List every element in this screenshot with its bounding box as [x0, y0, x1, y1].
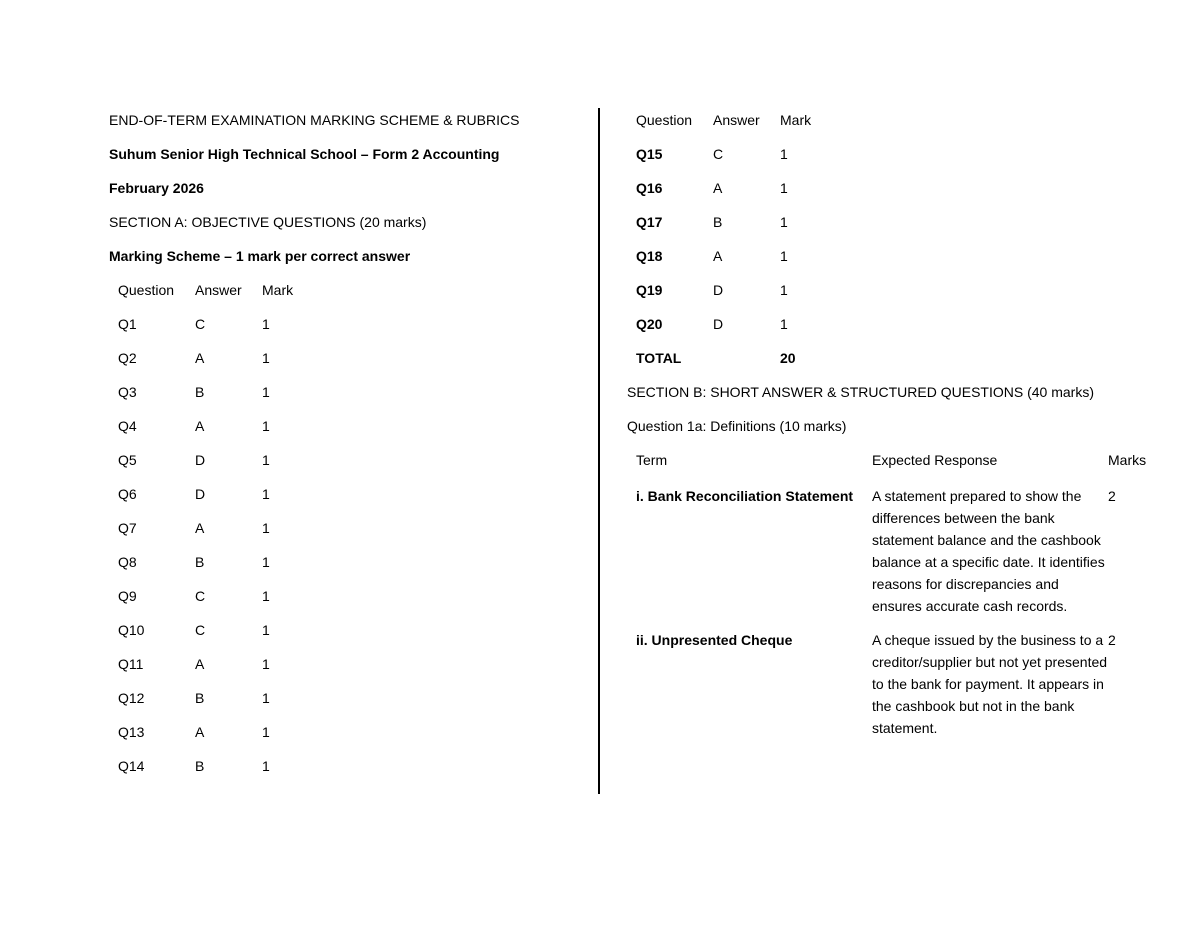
question-number: Q10 — [118, 622, 145, 638]
mark-value: 1 — [262, 622, 270, 638]
table-row — [109, 315, 579, 349]
answer-letter: C — [195, 622, 206, 638]
definition-term: ii. Unpresented Cheque — [636, 632, 793, 648]
mark-value: 1 — [780, 180, 788, 196]
question-number: Q7 — [118, 520, 137, 536]
mark-value: 1 — [262, 588, 270, 604]
column-header-mark: Mark — [780, 112, 812, 128]
table-row — [109, 587, 579, 621]
answer-table-header-continued — [627, 111, 1187, 145]
answer-letter: A — [195, 656, 205, 672]
total-value: 20 — [780, 350, 796, 366]
column-header-question: Question — [118, 282, 175, 298]
mark-value: 1 — [262, 520, 270, 536]
table-row — [627, 145, 1187, 179]
table-row — [627, 485, 1187, 617]
mark-value: 1 — [262, 758, 270, 774]
question-number: Q2 — [118, 350, 137, 366]
answer-letter: A — [195, 418, 205, 434]
question-number: Q14 — [118, 758, 145, 774]
answer-letter: B — [195, 690, 205, 706]
question-number: Q20 — [636, 316, 663, 332]
table-row — [109, 655, 579, 689]
answer-letter: B — [195, 384, 205, 400]
question-number: Q9 — [118, 588, 137, 604]
question-number: Q12 — [118, 690, 145, 706]
question-number: Q19 — [636, 282, 663, 298]
column-header-expected-response: Expected Response — [872, 452, 998, 468]
mark-value: 1 — [262, 656, 270, 672]
mark-value: 1 — [262, 554, 270, 570]
marking-scheme-note: Marking Scheme – 1 mark per correct answer — [109, 248, 411, 264]
column-header-answer: Answer — [195, 282, 242, 298]
right-column — [627, 111, 1187, 751]
column-header-answer: Answer — [713, 112, 760, 128]
table-row — [109, 417, 579, 451]
section-a-heading: SECTION A: OBJECTIVE QUESTIONS (20 marks) — [109, 214, 427, 230]
answer-letter: B — [713, 214, 723, 230]
table-row — [627, 179, 1187, 213]
mark-value: 1 — [780, 316, 788, 332]
table-row — [109, 723, 579, 757]
mark-value: 1 — [262, 418, 270, 434]
mark-value: 1 — [262, 724, 270, 740]
table-row — [109, 553, 579, 587]
total-spacer — [713, 349, 780, 383]
mark-value: 1 — [262, 486, 270, 502]
definition-marks: 2 — [1108, 632, 1116, 648]
question-number: Q3 — [118, 384, 137, 400]
table-row — [627, 281, 1187, 315]
answer-letter: D — [195, 486, 206, 502]
table-row — [109, 485, 579, 519]
section-b-heading: SECTION B: SHORT ANSWER & STRUCTURED QUESTIONS (40 marks) — [627, 384, 1094, 400]
answer-letter: A — [195, 520, 205, 536]
column-header-question: Question — [636, 112, 693, 128]
table-row — [627, 247, 1187, 281]
document-title: END-OF-TERM EXAMINATION MARKING SCHEME & RUBRICS — [109, 112, 520, 128]
answer-letter: D — [713, 316, 724, 332]
question-number: Q4 — [118, 418, 137, 434]
total-label: TOTAL — [636, 350, 682, 366]
answer-letter: B — [195, 554, 205, 570]
question-number: Q18 — [636, 248, 663, 264]
mark-value: 1 — [262, 452, 270, 468]
answer-letter: D — [195, 452, 206, 468]
definition-response: A statement prepared to show the differences between the bank statement balance and the cashbook balance at a specific date. It identifies reasons for discrepancies and ensures accurate cash records. — [872, 488, 1105, 614]
question-number: Q16 — [636, 180, 663, 196]
mark-value: 1 — [262, 384, 270, 400]
left-column — [109, 111, 579, 791]
mark-value: 1 — [780, 214, 788, 230]
column-header-marks: Marks — [1108, 452, 1147, 468]
mark-value: 1 — [262, 316, 270, 332]
table-row — [109, 621, 579, 655]
question-number: Q17 — [636, 214, 663, 230]
question-number: Q5 — [118, 452, 137, 468]
column-header-term: Term — [636, 452, 668, 468]
answer-letter: D — [713, 282, 724, 298]
question-number: Q8 — [118, 554, 137, 570]
question-number: Q1 — [118, 316, 137, 332]
answer-letter: A — [195, 350, 205, 366]
table-row — [627, 315, 1187, 349]
mark-value: 1 — [262, 350, 270, 366]
answer-table-header — [109, 281, 579, 315]
question-number: Q11 — [118, 656, 144, 672]
total-row — [627, 349, 1187, 383]
question-number: Q6 — [118, 486, 137, 502]
question-1a-heading: Question 1a: Definitions (10 marks) — [627, 418, 847, 434]
answer-letter: C — [713, 146, 724, 162]
table-row — [109, 451, 579, 485]
answer-letter: C — [195, 588, 206, 604]
answer-letter: B — [195, 758, 205, 774]
definition-term: i. Bank Reconciliation Statement — [636, 488, 854, 504]
definition-response: A cheque issued by the business to a creditor/supplier but not yet presented to the bank for payment. It appears in the cashbook but not in the bank statement. — [872, 632, 1108, 736]
table-row — [109, 689, 579, 723]
answer-letter: A — [195, 724, 205, 740]
table-row — [627, 213, 1187, 247]
mark-value: 1 — [780, 248, 788, 264]
mark-value: 1 — [780, 282, 788, 298]
mark-value: 1 — [262, 690, 270, 706]
column-divider — [598, 108, 600, 794]
table-row — [109, 349, 579, 383]
table-row — [109, 519, 579, 553]
table-row — [627, 629, 1187, 739]
question-number: Q15 — [636, 146, 663, 162]
table-row — [109, 383, 579, 417]
answer-letter: C — [195, 316, 206, 332]
question-number: Q13 — [118, 724, 145, 740]
school-name: Suhum Senior High Technical School – Form 2 Accounting — [109, 146, 500, 162]
exam-date: February 2026 — [109, 180, 204, 196]
table-row — [109, 757, 579, 791]
column-header-mark: Mark — [262, 282, 294, 298]
answer-letter: A — [713, 248, 723, 264]
answer-letter: A — [713, 180, 723, 196]
definitions-table-header — [627, 451, 1187, 485]
mark-value: 1 — [780, 146, 788, 162]
definition-marks: 2 — [1108, 488, 1116, 504]
